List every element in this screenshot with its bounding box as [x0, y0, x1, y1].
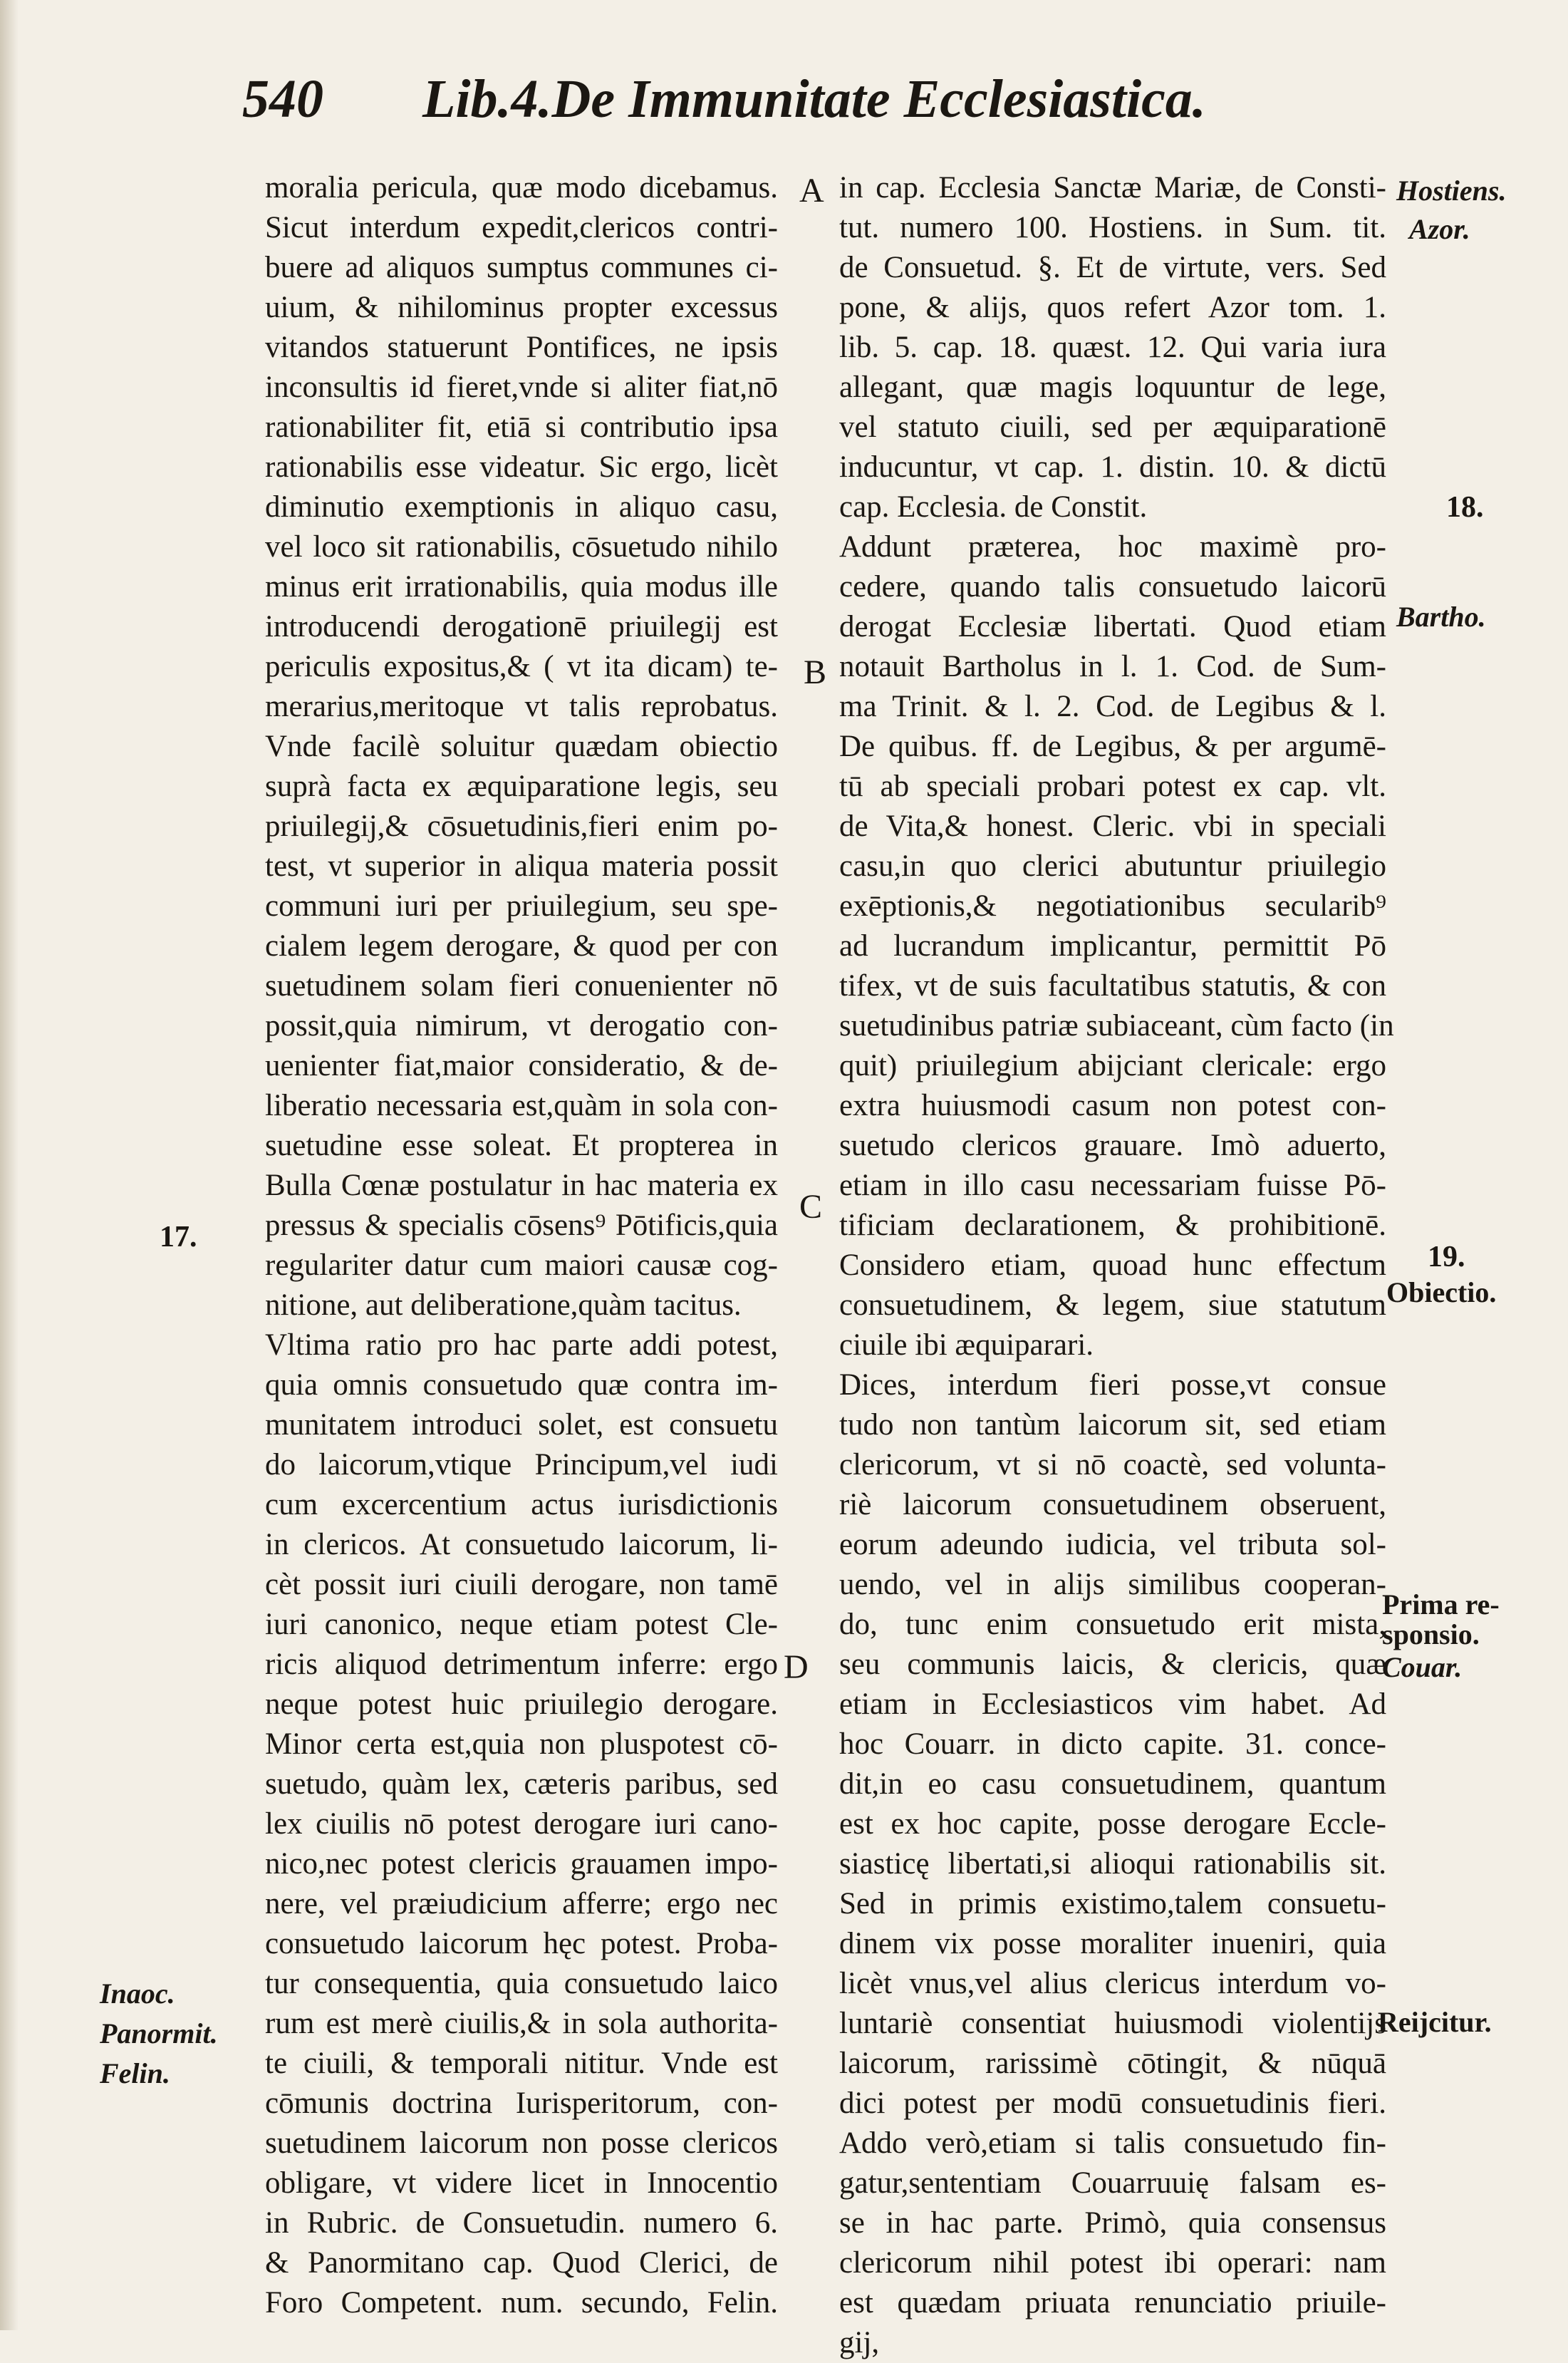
text-line: merarius,meritoque vt talis reprobatus.: [265, 690, 778, 723]
text-line: consuetudo laicorum hęc potest. Proba-: [265, 1927, 778, 1960]
text-line: quia omnis consuetudo quæ contra im-: [265, 1368, 778, 1402]
text-line: iuri canonico, neque etiam potest Cle-: [265, 1608, 778, 1641]
text-line: munitatem introduci solet, est consuetu: [265, 1408, 778, 1442]
margin-note-obiectio: Obiectio.: [1386, 1276, 1497, 1308]
text-line: in cap. Ecclesia Sanctæ Mariæ, de Consti-: [839, 171, 1386, 205]
text-line: dinem vix posse moraliter inueniri, quia: [839, 1927, 1386, 1960]
text-line: de Vita,& honest. Cleric. vbi in speciali: [839, 810, 1386, 843]
text-line: suetudinem solam fieri conuenienter nō: [265, 969, 778, 1003]
text-line: ciuile ibi æquiparari.: [839, 1328, 1094, 1362]
text-line: riè laicorum consuetudinem obseruent,: [839, 1488, 1386, 1521]
text-line: test, vt superior in aliqua materia possit: [265, 849, 778, 883]
text-line: de Consuetud. §. Et de virtute, vers. Sed: [839, 251, 1386, 284]
text-line: in clericos. At consuetudo laicorum, li-: [265, 1528, 778, 1561]
text-line: pone, & alijs, quos refert Azor tom. 1.: [839, 291, 1386, 324]
margin-note-hostiensis: Hostiens.: [1396, 175, 1507, 207]
page-gutter-edge: [0, 0, 19, 2330]
text-line: vitandos statuerunt Pontifices, ne ipsis: [265, 331, 778, 364]
text-line: periculis expositus,& ( vt ita dicam) te-: [265, 650, 778, 683]
running-title: Lib.4.De Immunitate Ecclesiastica.: [422, 69, 1206, 129]
margin-note-couarruuias: Couar.: [1382, 1651, 1463, 1683]
text-line: priuilegij,& cōsuetudinis,fieri enim po-: [265, 810, 778, 843]
text-line: dici potest per modū consuetudinis fieri.: [839, 2087, 1386, 2120]
text-line: rationabilis esse videatur. Sic ergo, licèt: [265, 450, 778, 484]
margin-note-azor: Azor.: [1409, 213, 1470, 245]
text-line: etiam in Ecclesiasticos vim habet. Ad: [839, 1687, 1386, 1721]
text-line: exēptionis,& negotiationibus secularib⁹: [839, 889, 1386, 923]
text-line: siasticę libertati,si alioqui rationabilis sit.: [839, 1847, 1386, 1881]
text-line: nere, vel præiudicium afferre; ergo nec: [265, 1887, 778, 1920]
text-line: cèt possit iuri ciuili derogare, non tamē: [265, 1568, 778, 1601]
margin-note-reijcitur: Reijcitur.: [1378, 2006, 1492, 2038]
text-line: licèt vnus,vel alius clericus interdum vo-: [839, 1967, 1386, 2000]
text-line: Vnde facilè soluitur quædam obiectio: [265, 730, 778, 763]
text-line: & Panormitano cap. Quod Clerici, de: [265, 2246, 778, 2280]
paragraph-number: 19.: [1428, 1241, 1465, 1273]
text-line: tudo non tantùm laicorum sit, sed etiam: [839, 1408, 1386, 1442]
paragraph-number: 17.: [160, 1221, 197, 1253]
text-line: quit) priuilegium abijciant clericale: ergo: [839, 1049, 1386, 1082]
text-line: suetudine esse soleat. Et propterea in: [265, 1129, 778, 1162]
text-line: gatur,sententiam Couarruuię falsam es-: [839, 2166, 1386, 2200]
running-header: [242, 68, 1206, 130]
text-line: do, tunc enim consuetudo erit mista,: [839, 1608, 1386, 1641]
text-line: suetudo, quàm lex, cæteris paribus, sed: [265, 1767, 778, 1801]
paragraph-number: 18.: [1446, 491, 1484, 524]
text-line: rationabiliter fit, etiā si contributio ipsa: [265, 410, 778, 444]
text-line: Addunt præterea, hoc maximè pro-: [839, 530, 1386, 564]
section-letter-a: A: [799, 172, 824, 210]
text-line: uium, & nihilominus propter excessus: [265, 291, 778, 324]
text-line: gij,: [839, 2326, 880, 2359]
text-line: nico,nec potest clericis grauamen impo-: [265, 1847, 778, 1881]
margin-note-prima-responsio-cont: sponsio.: [1382, 1618, 1480, 1650]
text-line: lex ciuilis nō potest derogare iuri cano-: [265, 1807, 778, 1841]
section-letter-b: B: [804, 653, 827, 691]
text-line: suetudinibus patriæ subiaceant, cùm facto (in: [839, 1009, 1394, 1043]
text-line: uendo, vel in alijs similibus cooperan-: [839, 1568, 1386, 1601]
text-line: inconsultis id fieret,vnde si aliter fiat,nō: [265, 371, 778, 404]
text-line: lib. 5. cap. 18. quæst. 12. Qui varia iura: [839, 331, 1386, 364]
text-line: communi iuri per priuilegium, seu spe-: [265, 889, 778, 923]
text-line: Sed in primis existimo,talem consuetu-: [839, 1887, 1386, 1920]
text-line: extra huiusmodi casum non potest con-: [839, 1089, 1386, 1122]
text-line: diminutio exemptionis in aliquo casu,: [265, 490, 778, 524]
text-line: derogat Ecclesiæ libertati. Quod etiam: [839, 610, 1386, 643]
text-line: ad lucrandum implicantur, permittit Pō: [839, 929, 1386, 963]
text-line: tur consequentia, quia consuetudo laico: [265, 1967, 778, 2000]
margin-note-felinus: Felin.: [100, 2057, 170, 2089]
margin-note-panormitanus: Panormit.: [100, 2017, 218, 2049]
text-line: tū ab speciali probari potest ex cap. vlt.: [839, 770, 1386, 803]
text-line: tifex, vt de suis facultatibus statutis, & con: [839, 969, 1386, 1003]
text-line: Dices, interdum fieri posse,vt consue: [839, 1368, 1386, 1402]
text-line: clericorum nihil potest ibi operari: nam: [839, 2246, 1386, 2280]
text-line: tut. numero 100. Hostiens. in Sum. tit.: [839, 211, 1386, 244]
text-line: inducuntur, vt cap. 1. distin. 10. & dictū: [839, 450, 1386, 484]
text-line: neque potest huic priuilegio derogare.: [265, 1687, 778, 1721]
text-line: tificiam declarationem, & prohibitionē.: [839, 1209, 1386, 1242]
text-line: in Rubric. de Consuetudin. numero 6.: [265, 2206, 778, 2240]
text-line: suetudo clericos grauare. Imò aduerto,: [839, 1129, 1386, 1162]
text-line: pressus & specialis cōsens⁹ Pōtificis,quia: [265, 1209, 778, 1242]
text-line: moralia pericula, quæ modo dicebamus.: [265, 171, 778, 205]
text-line: Foro Competent. num. secundo, Felin.: [265, 2286, 778, 2320]
text-line: Sicut interdum expedit,clericos contri-: [265, 211, 778, 244]
text-line: etiam in illo casu necessariam fuisse Pō-: [839, 1169, 1386, 1202]
text-line: regulariter datur cum maiori causæ cog-: [265, 1248, 778, 1282]
text-line: cōmunis doctrina Iurisperitorum, con-: [265, 2087, 778, 2120]
text-line: laicorum, rarissimè cōtingit, & nūquā: [839, 2047, 1386, 2080]
text-line: ma Trinit. & l. 2. Cod. de Legibus & l.: [839, 690, 1386, 723]
text-line: nitione, aut deliberatione,quàm tacitus.: [265, 1288, 742, 1322]
margin-note-prima-responsio: Prima re-: [1382, 1588, 1500, 1620]
left-text-column: [265, 168, 778, 2323]
text-line: consuetudinem, & legem, siue statutum: [839, 1288, 1386, 1322]
text-line: est quædam priuata renunciatio priuile-: [839, 2286, 1386, 2320]
text-line: eorum adeundo iudicia, vel tributa sol-: [839, 1528, 1386, 1561]
text-line: rum est merè ciuilis,& in sola authorita-: [265, 2007, 778, 2040]
text-line: cap. Ecclesia. de Constit.: [839, 490, 1148, 524]
text-line: se in hac parte. Primò, quia consensus: [839, 2206, 1386, 2240]
text-line: seu communis laicis, & clericis, quæ: [839, 1648, 1386, 1681]
section-letter-d: D: [784, 1648, 809, 1686]
text-line: suprà facta ex æquiparatione legis, seu: [265, 770, 778, 803]
text-line: Addo verò,etiam si talis consuetudo fin-: [839, 2126, 1386, 2160]
text-line: Considero etiam, quoad hunc effectum: [839, 1248, 1386, 1282]
section-letter-c: C: [799, 1188, 823, 1226]
text-line: vel statuto ciuili, sed per æquiparationē: [839, 410, 1386, 444]
text-line: vel loco sit rationabilis, cōsuetudo nihilo: [265, 530, 778, 564]
text-line: casu,in quo clerici abutuntur priuilegio: [839, 849, 1386, 883]
text-line: minus erit irrationabilis, quia modus ille: [265, 570, 778, 604]
text-line: cum excercentium actus iurisdictionis: [265, 1488, 778, 1521]
right-text-column: [839, 168, 1394, 2363]
text-line: suetudinem laicorum non posse clericos: [265, 2126, 778, 2160]
text-line: do laicorum,vtique Principum,vel iudi: [265, 1448, 778, 1482]
text-line: cedere, quando talis consuetudo laicorū: [839, 570, 1386, 604]
text-line: Minor certa est,quia non pluspotest cō-: [265, 1727, 778, 1761]
text-line: obligare, vt videre licet in Innocentio: [265, 2166, 778, 2200]
text-line: De quibus. ff. de Legibus, & per argumē-: [839, 730, 1386, 763]
text-line: introducendi derogationē priuilegij est: [265, 610, 778, 643]
text-line: est ex hoc capite, posse derogare Eccle-: [839, 1807, 1386, 1841]
text-line: liberatio necessaria est,quàm in sola con-: [265, 1089, 778, 1122]
text-line: ricis aliquod detrimentum inferre: ergo: [265, 1648, 778, 1681]
text-line: hoc Couarr. in dicto capite. 31. conce-: [839, 1727, 1386, 1761]
margin-note-bartholus: Bartho.: [1396, 601, 1486, 633]
margin-note-innocentius: Inaoc.: [100, 1977, 175, 2010]
text-line: luntariè consentiat huiusmodi violentijs: [839, 2007, 1386, 2040]
text-line: notauit Bartholus in l. 1. Cod. de Sum-: [839, 650, 1386, 683]
text-line: clericorum, vt si nō coactè, sed volunta-: [839, 1448, 1386, 1482]
text-line: allegant, quæ magis loquuntur de lege,: [839, 371, 1386, 404]
page-number: 540: [242, 69, 323, 129]
text-line: Vltima ratio pro hac parte addi potest,: [265, 1328, 778, 1362]
text-line: uenienter fiat,maior consideratio, & de-: [265, 1049, 778, 1082]
text-line: possit,quia nimirum, vt derogatio con-: [265, 1009, 778, 1043]
text-line: dit,in eo casu consuetudinem, quantum: [839, 1767, 1386, 1801]
text-line: Bulla Cœnæ postulatur in hac materia ex: [265, 1169, 778, 1202]
text-line: cialem legem derogare, & quod per con: [265, 929, 778, 963]
text-line: te ciuili, & temporali nititur. Vnde est: [265, 2047, 778, 2080]
text-line: buere ad aliquos sumptus communes ci-: [265, 251, 778, 284]
